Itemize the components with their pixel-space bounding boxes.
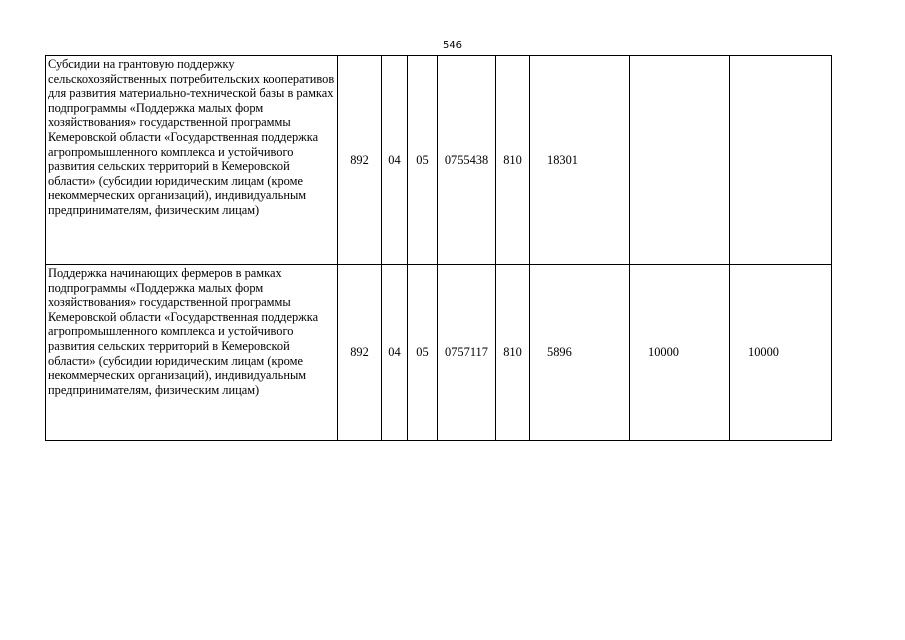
budget-table <box>45 55 832 441</box>
expense-type-cell: 810 <box>496 265 530 441</box>
admin-code-cell: 892 <box>338 265 382 441</box>
amount-3-cell <box>730 56 832 265</box>
table-row <box>46 265 832 441</box>
amount-1-cell: 18301 <box>530 56 630 265</box>
table-row <box>46 56 832 265</box>
row-description: Субсидии на грантовую поддержку сельскохозяйственных потребительских кооперативов для развития материально-технической базы в рамках подпрограммы «Поддержка малых форм хозяйствования» государственной программы Кемеровской области «Государственная поддержка агропромышленного комплекса и устойчивого развития сельских территорий в Кемеровской области» (субсидии юридическим лицам (кроме некоммерческих организаций), индивидуальным предпринимателям, физическим лицам) <box>46 56 338 265</box>
row-description: Поддержка начинающих фермеров в рамках подпрограммы «Поддержка малых форм хозяйствования» государственной программы Кемеровской области «Государственная поддержка агропромышленного комплекса и устойчивого развития сельских территорий в Кемеровской области» (субсидии юридическим лицам (кроме некоммерческих организаций), индивидуальным предпринимателям, физическим лицам) <box>46 265 338 441</box>
amount-2-cell: 10000 <box>630 265 730 441</box>
admin-code-cell: 892 <box>338 56 382 265</box>
subsection-cell: 05 <box>408 56 438 265</box>
amount-2-cell <box>630 56 730 265</box>
page-number: 546 <box>442 40 463 51</box>
amount-3-cell: 10000 <box>730 265 832 441</box>
target-article-cell: 0755438 <box>438 56 496 265</box>
amount-1-cell: 5896 <box>530 265 630 441</box>
target-article-cell: 0757117 <box>438 265 496 441</box>
section-cell: 04 <box>382 265 408 441</box>
expense-type-cell: 810 <box>496 56 530 265</box>
subsection-cell: 05 <box>408 265 438 441</box>
section-cell: 04 <box>382 56 408 265</box>
